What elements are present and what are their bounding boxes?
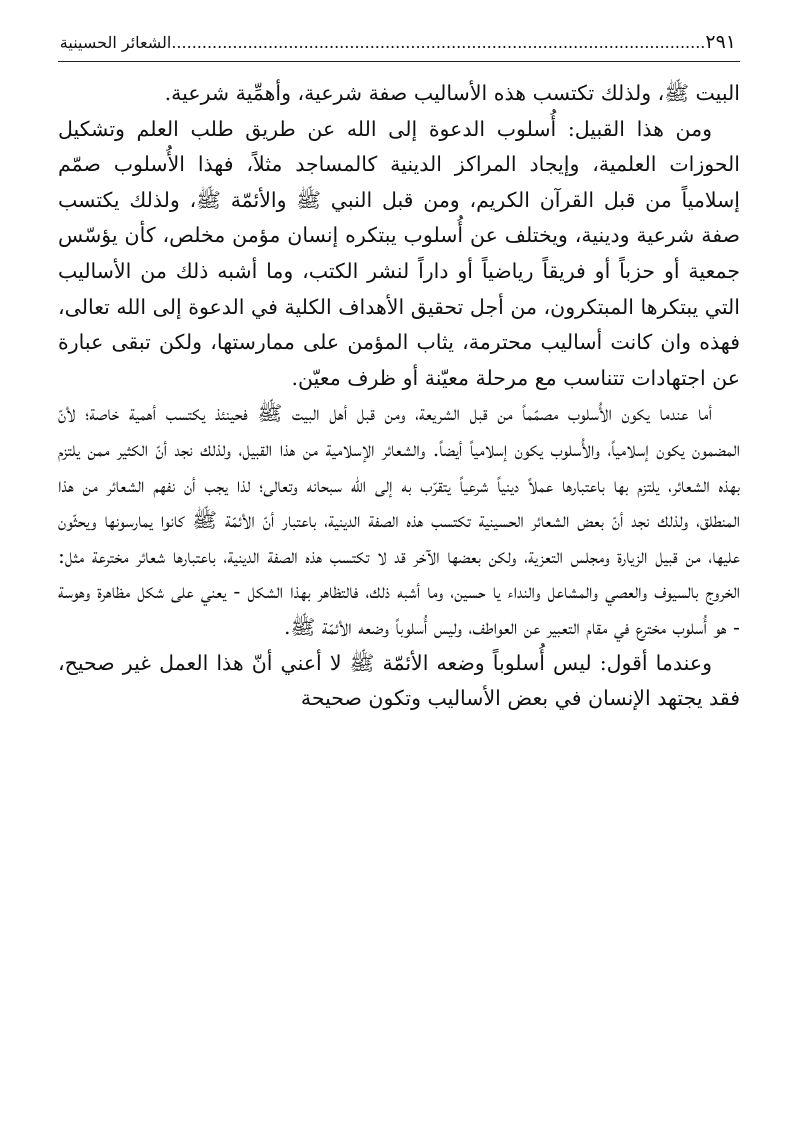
page-number: ٢٩١ xyxy=(705,31,736,53)
body-text xyxy=(58,76,740,717)
running-header xyxy=(58,22,740,62)
paragraph: أما عندما يكون الأُسلوب مصمّماً من قبل الشريعة، ومن قبل أهل البيت ﷺ فحينئذ يكتسب أهمية خاصة؛ لأنّ المضمون يكون إسلامياً، والأُسلوب يكون إسلامياً أيضاً. والشعائر الإسلامية من هذا القبيل، ولذلك نجد أنّ الكثير ممن يلتزم بهذه الشعائر، يلتزم بها باعتبارها عملاً دينياً شرعياً يتقرّب به إلى الله سبحانه وتعالى؛ لذا يجب أن نفهم الشعائر من هذا المنطلق، ولذلك نجد أنّ بعض الشعائر الحسينية تكتسب هذه الصفة الدينية، باعتبار أنّ الأئمّة ﷺ كانوا يمارسونها ويحثّون عليها، من قبيل الزيارة ومجلس التعزية، ولكن بعضها الآخر قد لا تكتسب هذه الصفة الدينية، باعتبارها شعائر مخترعة مثل: الخروج بالسيوف والعصي والمشاعل والنداء يا حسين، وما أشبه ذلك، فالتظاهر بهذا الشكل - يعني على شكل مظاهرة وهوسة - هو أُسلوب مخترع في مقام التعبير عن العواطف، وليس أُسلوباً وضعه الأئمّة ﷺ. xyxy=(58,401,740,639)
header-title-leader: ......................................................................................................... xyxy=(171,33,706,52)
header-title: الشعائر الحسينية xyxy=(59,33,172,52)
paragraph: ومن هذا القبيل: أُسلوب الدعوة إلى الله عن طريق طلب العلم وتشكيل الحوزات العلمية، وإيجاد المراكز الدينية كالمساجد مثلاً، فهذا الأُسلوب صمّم إسلامياً من قبل القرآن الكريم، ومن قبل النبي ﷺ والأئمّة ﷺ، ولذلك يكتسب صفة شرعية ودينية، ويختلف عن أُسلوب يبتكره إنسان مؤمن مخلص، كأن يؤسّس جمعية أو حزباً أو فريقاً رياضياً أو داراً لنشر الكتب، وما أشبه ذلك من الأساليب التي يبتكرها المبتكرون، من أجل تحقيق الأهداف الكلية في الدعوة إلى الله تعالى، فهذه وان كانت أساليب محترمة، يثاب المؤمن على ممارستها، ولكن تبقى عبارة عن اجتهادات تتناسب مع مرحلة معيّنة أو ظرف معيّن. xyxy=(58,116,740,390)
running-title xyxy=(60,31,706,55)
paragraph: وعندما أقول: ليس أُسلوباً وضعه الأئمّة ﷺ لا أعني أنّ هذا العمل غير صحيح، فقد يجتهد الإنسان في بعض الأساليب وتكون صحيحة xyxy=(58,650,740,711)
document-page xyxy=(58,22,740,717)
paragraph-continued: البيت ﷺ، ولذلك تكتسب هذه الأساليب صفة شرعية، وأهمِّية شرعية. xyxy=(164,81,740,105)
